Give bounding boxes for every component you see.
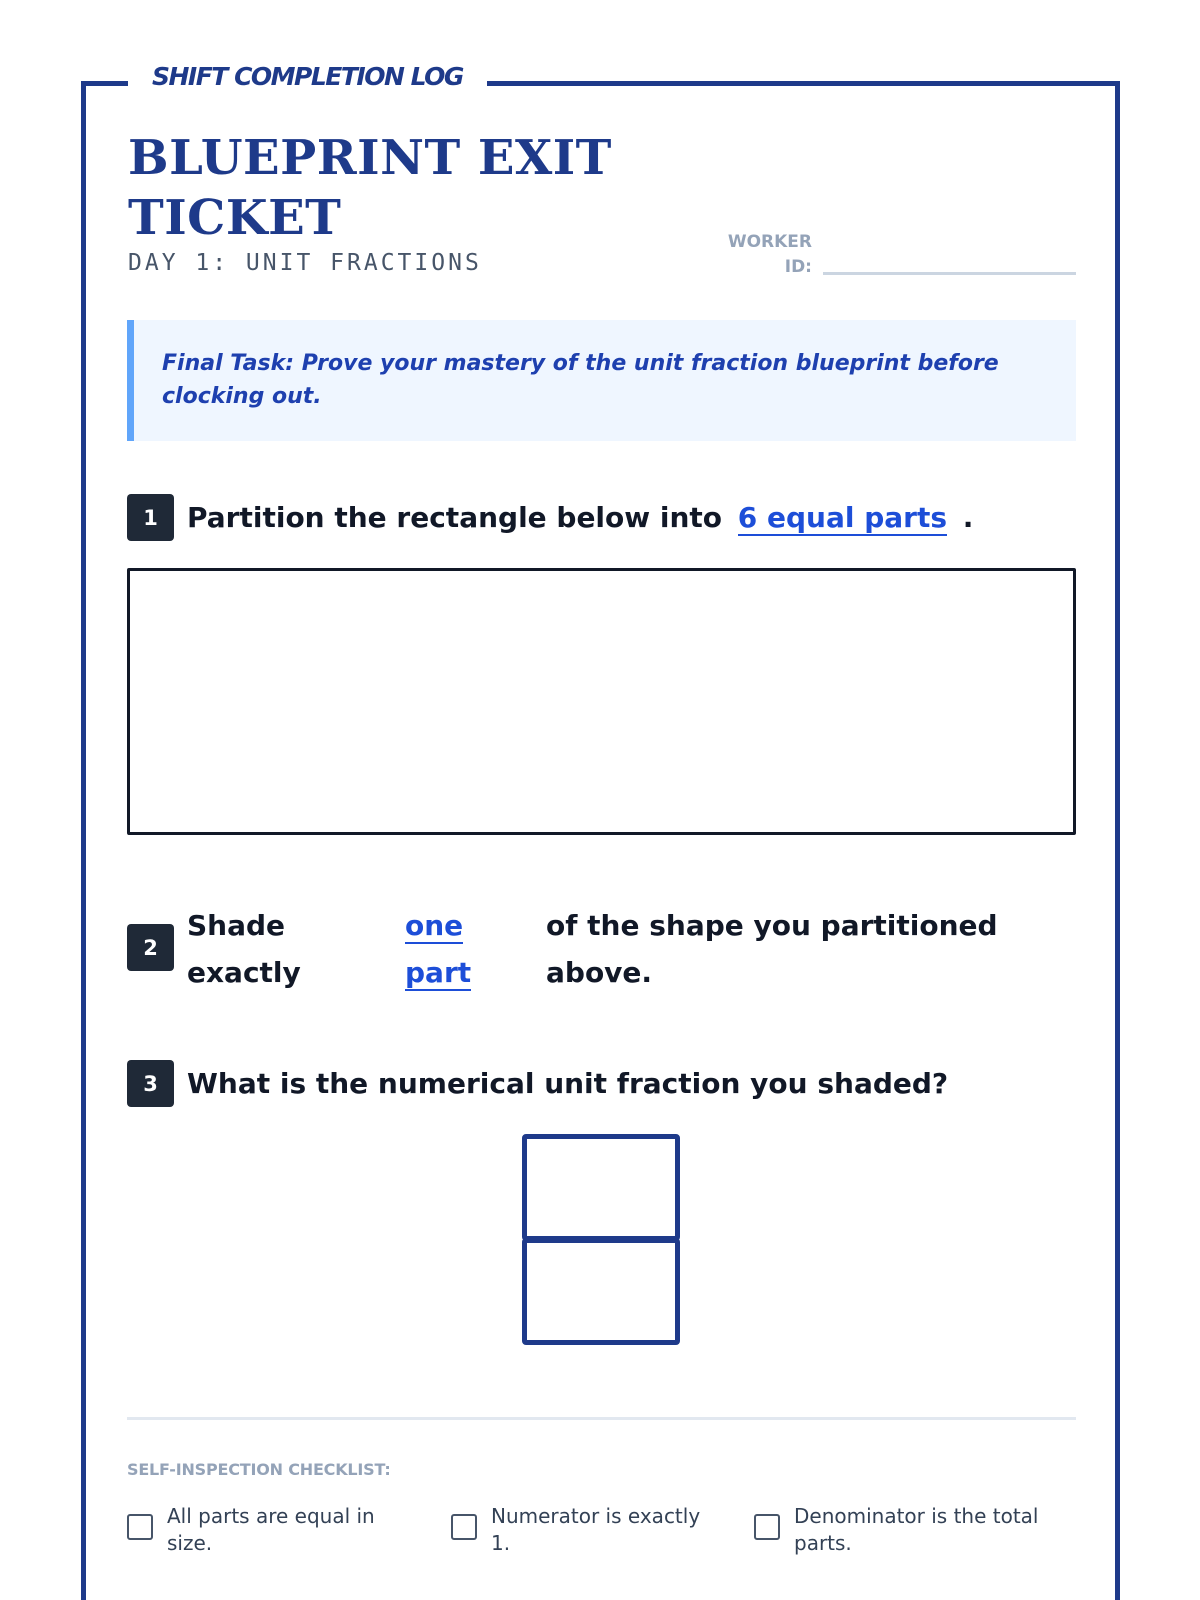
final-task-callout — [127, 320, 1076, 441]
question-2-badge: 2 — [127, 924, 174, 971]
checkbox-denominator[interactable] — [754, 1514, 780, 1540]
question-1-badge: 1 — [127, 494, 174, 541]
page-subtitle: DAY 1: UNIT FRACTIONS — [128, 250, 482, 276]
worker-id-label: WORKER ID: — [727, 232, 812, 277]
question-2-highlight-text: one part — [405, 909, 472, 989]
checklist-item-label: Denominator is the total parts. — [794, 1504, 1039, 1555]
question-3-text: What is the numerical unit fraction you shaded? — [187, 1067, 949, 1100]
ticket-frame — [81, 81, 1120, 1600]
question-1-suffix: . — [962, 501, 974, 534]
checkbox-equal-parts[interactable] — [127, 1514, 153, 1540]
question-2-prefix: Shade exactly — [187, 909, 301, 989]
denominator-box[interactable] — [522, 1238, 680, 1345]
checklist-item-equal-parts[interactable] — [127, 1503, 387, 1557]
callout-text: Final Task: Prove your mastery of the unit fraction blueprint before clocking out. — [162, 351, 999, 409]
question-2-highlight — [405, 902, 495, 996]
worker-id-field[interactable] — [823, 272, 1076, 275]
partition-rectangle[interactable] — [127, 568, 1076, 835]
checklist-divider — [127, 1417, 1076, 1420]
checklist-item-label: All parts are equal in size. — [167, 1504, 375, 1555]
checklist-item-label: Numerator is exactly 1. — [491, 1504, 701, 1555]
checklist-item-numerator[interactable] — [451, 1503, 711, 1557]
question-1-text — [187, 494, 973, 541]
checklist-title: SELF-INSPECTION CHECKLIST: — [127, 1460, 391, 1479]
question-2-suffix: of the shape you partitioned above. — [546, 909, 998, 989]
numerator-box[interactable] — [522, 1134, 680, 1241]
checklist-item-denominator[interactable] — [754, 1503, 1054, 1557]
question-3-badge: 3 — [127, 1060, 174, 1107]
checkbox-numerator[interactable] — [451, 1514, 477, 1540]
question-1-highlight: 6 equal parts — [737, 501, 948, 534]
question-1-prefix: Partition the rectangle below into — [187, 501, 723, 534]
shift-log-label: SHIFT COMPLETION LOG — [128, 62, 487, 91]
page-title: BLUEPRINT EXIT TICKET — [128, 130, 612, 246]
